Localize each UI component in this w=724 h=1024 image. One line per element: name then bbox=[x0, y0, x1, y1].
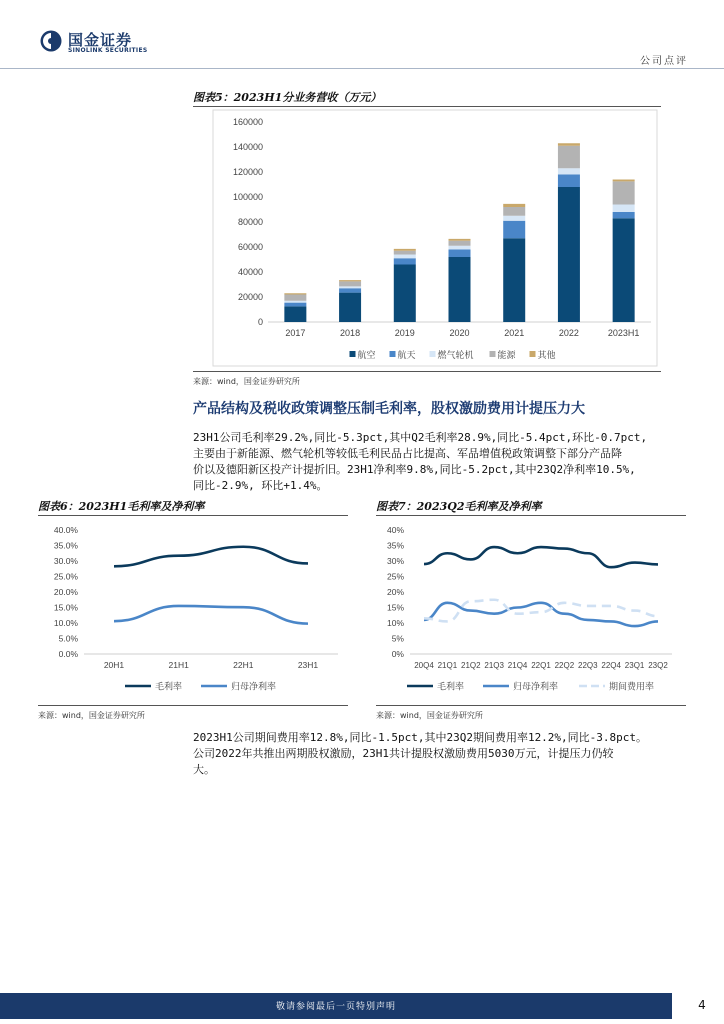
paragraph-line: 公司2022年共推出两期股权激励，23H1共计提股权激励费用5030万元，计提压力仍较 bbox=[193, 747, 614, 760]
fig7-y-tick-label: 5% bbox=[391, 633, 404, 644]
fig5-bar-segment bbox=[339, 280, 361, 281]
analysis-paragraph-2 bbox=[193, 730, 647, 778]
fig5-bar-segment bbox=[284, 306, 306, 322]
fig7-bottom-rule bbox=[376, 705, 686, 706]
fig5-bar-segment bbox=[339, 288, 361, 292]
fig5-bar-segment bbox=[394, 251, 416, 255]
fig5-bar-segment bbox=[613, 181, 635, 204]
fig7-legend-label: 归母净利率 bbox=[513, 681, 559, 692]
fig7-chart bbox=[376, 517, 686, 703]
fig5-bar-segment bbox=[558, 168, 580, 174]
fig5-bar-segment bbox=[558, 175, 580, 188]
fig5-y-tick-label: 80000 bbox=[237, 217, 263, 227]
fig7-x-tick-label: 23Q2 bbox=[648, 661, 668, 670]
fig5-bar-segment bbox=[449, 246, 471, 250]
fig7-series-line bbox=[424, 547, 658, 567]
fig5-x-tick-label: 2023H1 bbox=[607, 328, 640, 338]
paragraph-line: 主要由于新能源、燃气轮机等较低毛利民品占比提高、军品增值税政策调整下部分产品降 bbox=[193, 447, 622, 460]
fig5-legend-label: 燃气轮机 bbox=[437, 350, 474, 360]
fig5-bar-segment bbox=[284, 293, 306, 294]
fig5-bottom-rule bbox=[193, 371, 661, 372]
fig5-bar-segment bbox=[339, 281, 361, 286]
fig6-x-tick-label: 20H1 bbox=[103, 660, 125, 670]
fig5-legend-swatch bbox=[490, 351, 496, 357]
fig5-x-tick-label: 2019 bbox=[394, 328, 415, 338]
fig7-x-tick-label: 20Q4 bbox=[414, 661, 434, 670]
fig6-title-rule bbox=[38, 515, 348, 516]
fig6-series-line bbox=[114, 547, 308, 567]
fig5-y-tick-label: 120000 bbox=[232, 167, 263, 177]
fig6-legend-label: 毛利率 bbox=[155, 681, 183, 692]
fig6-title: 图表6：2023H1毛利率及净利率 bbox=[38, 500, 205, 513]
fig5-y-tick-label: 60000 bbox=[237, 242, 263, 252]
page-number: 4 bbox=[698, 998, 706, 1012]
fig5-bar-segment bbox=[503, 207, 525, 216]
fig5-bar-segment bbox=[613, 180, 635, 182]
fig5-x-tick-label: 2021 bbox=[504, 328, 525, 338]
fig5-legend-label: 航空 bbox=[357, 350, 376, 360]
fig7-source: 来源：wind，国金证券研究所 bbox=[376, 711, 483, 720]
fig7-y-tick-label: 30% bbox=[386, 556, 404, 566]
fig5-y-tick-label: 20000 bbox=[237, 292, 263, 302]
fig6-bottom-rule bbox=[38, 705, 348, 706]
fig5-y-tick-label: 100000 bbox=[232, 192, 263, 202]
fig5-bar-segment bbox=[394, 249, 416, 251]
fig7-x-tick-label: 21Q1 bbox=[437, 661, 458, 670]
fig5-legend-label: 其他 bbox=[537, 350, 556, 360]
fig5-bar-segment bbox=[558, 146, 580, 169]
fig5-bar-segment bbox=[613, 218, 635, 322]
fig5-legend-swatch bbox=[430, 351, 436, 357]
fig5-legend-label: 航天 bbox=[397, 350, 416, 360]
fig7-y-tick-label: 10% bbox=[386, 618, 404, 628]
fig7-y-tick-label: 0% bbox=[391, 649, 404, 659]
fig6-source: 来源：wind，国金证券研究所 bbox=[38, 711, 145, 720]
brand-logo-icon bbox=[40, 30, 62, 52]
fig5-legend-label: 能源 bbox=[497, 350, 516, 360]
fig5-y-tick-label: 140000 bbox=[232, 142, 263, 152]
fig5-bar-segment bbox=[613, 212, 635, 218]
fig5-bar-segment bbox=[558, 143, 580, 146]
fig5-source: 来源：wind，国金证券研究所 bbox=[193, 377, 300, 386]
fig5-bar-segment bbox=[613, 205, 635, 213]
fig5-x-tick-label: 2017 bbox=[285, 328, 306, 338]
fig7-x-tick-label: 22Q4 bbox=[601, 661, 621, 670]
fig7-x-tick-label: 22Q2 bbox=[554, 661, 575, 670]
fig5-legend-swatch bbox=[390, 351, 396, 357]
fig5-y-tick-label: 0 bbox=[257, 317, 263, 327]
fig6-y-tick-label: 10.0% bbox=[53, 618, 78, 628]
fig7-x-tick-label: 21Q3 bbox=[484, 661, 504, 670]
fig5-bar-segment bbox=[449, 239, 471, 241]
fig5-legend-swatch bbox=[530, 351, 536, 357]
fig7-x-tick-label: 22Q3 bbox=[578, 661, 598, 670]
paragraph-line: 2023H1公司期间费用率12.8%,同比-1.5pct,其中23Q2期间费用率12.2%,同比-3.8pct。 bbox=[193, 731, 648, 744]
fig7-y-tick-label: 15% bbox=[386, 602, 404, 613]
fig6-y-tick-label: 20.0% bbox=[53, 587, 78, 597]
section-title: 产品结构及税收政策调整压制毛利率，股权激励费用计提压力大 bbox=[193, 401, 585, 417]
fig7-y-tick-label: 25% bbox=[386, 571, 404, 582]
fig5-bar-segment bbox=[394, 255, 416, 259]
fig5-x-tick-label: 2020 bbox=[449, 328, 470, 338]
fig5-frame bbox=[213, 110, 657, 366]
fig5-chart bbox=[193, 108, 661, 370]
fig6-y-tick-label: 25.0% bbox=[53, 571, 78, 582]
fig6-legend-label: 归母净利率 bbox=[231, 681, 277, 692]
fig7-x-tick-label: 21Q4 bbox=[507, 661, 528, 670]
fig5-bar-segment bbox=[449, 257, 471, 322]
fig7-title-rule bbox=[376, 515, 686, 516]
fig6-y-tick-label: 15.0% bbox=[53, 602, 78, 613]
fig5-bar-segment bbox=[339, 293, 361, 322]
paragraph-line: 23H1公司毛利率29.2%,同比-5.3pct,其中Q2毛利率28.9%,同比-5.4pct,环比-0.7pct, bbox=[193, 431, 648, 444]
fig7-x-tick-label: 23Q1 bbox=[624, 661, 645, 670]
paragraph-line: 同比-2.9%, 环比+1.4%。 bbox=[193, 479, 328, 492]
fig7-y-tick-label: 35% bbox=[386, 540, 404, 551]
fig5-bar-segment bbox=[449, 241, 471, 246]
fig5-bar-segment bbox=[503, 221, 525, 239]
fig5-x-tick-label: 2018 bbox=[340, 328, 361, 338]
fig5-bar-segment bbox=[284, 295, 306, 301]
fig7-x-tick-label: 21Q2 bbox=[461, 661, 481, 670]
fig5-legend-swatch bbox=[350, 351, 356, 357]
brand-name-cn: 国金证券 bbox=[68, 31, 133, 49]
document-type: 公司点评 bbox=[640, 56, 688, 67]
fig6-y-tick-label: 35.0% bbox=[53, 540, 78, 551]
fig5-bar-segment bbox=[503, 204, 525, 207]
fig5-bar-segment bbox=[503, 216, 525, 221]
fig6-x-tick-label: 23H1 bbox=[297, 660, 319, 670]
fig5-y-tick-label: 160000 bbox=[232, 117, 263, 127]
fig7-legend-label: 期间费用率 bbox=[609, 681, 655, 692]
fig6-x-tick-label: 22H1 bbox=[233, 660, 254, 670]
fig7-x-tick-label: 22Q1 bbox=[531, 661, 551, 670]
header-divider bbox=[0, 68, 724, 69]
fig7-y-tick-label: 20% bbox=[386, 587, 404, 597]
fig7-title: 图表7：2023Q2毛利率及净利率 bbox=[376, 500, 542, 513]
fig5-bar-segment bbox=[339, 286, 361, 288]
fig6-y-tick-label: 0.0% bbox=[58, 649, 78, 659]
fig5-title-rule bbox=[193, 106, 661, 107]
fig6-x-tick-label: 21H1 bbox=[168, 660, 189, 670]
fig6-y-tick-label: 5.0% bbox=[58, 633, 78, 644]
fig5-bar-segment bbox=[449, 250, 471, 258]
fig5-y-tick-label: 40000 bbox=[237, 267, 263, 277]
fig7-legend-label: 毛利率 bbox=[437, 681, 465, 692]
paragraph-line: 价以及德阳新区投产计提折旧。23H1净利率9.8%,同比-5.2pct,其中23Q2净利率10.5%, bbox=[193, 463, 636, 476]
brand-name-en: SINOLINK SECURITIES bbox=[68, 47, 148, 54]
footer-disclaimer: 敬请参阅最后一页特别声明 bbox=[275, 1002, 396, 1012]
fig5-bar-segment bbox=[284, 301, 306, 303]
fig5-bar-segment bbox=[394, 258, 416, 264]
fig7-series-line bbox=[424, 603, 658, 626]
paragraph-line: 大。 bbox=[193, 763, 215, 776]
fig5-bar-segment bbox=[503, 238, 525, 322]
fig5-title: 图表5：2023H1分业务营收（万元） bbox=[193, 91, 382, 104]
fig5-bar-segment bbox=[284, 303, 306, 307]
fig6-y-tick-label: 30.0% bbox=[53, 556, 78, 566]
fig7-y-tick-label: 40% bbox=[386, 525, 404, 535]
fig5-bar-segment bbox=[394, 265, 416, 323]
fig6-y-tick-label: 40.0% bbox=[53, 525, 78, 535]
analysis-paragraph-1 bbox=[193, 430, 647, 494]
fig6-series-line bbox=[114, 606, 308, 624]
fig6-chart bbox=[38, 517, 348, 703]
fig5-bar-segment bbox=[558, 187, 580, 322]
fig5-x-tick-label: 2022 bbox=[558, 328, 579, 338]
